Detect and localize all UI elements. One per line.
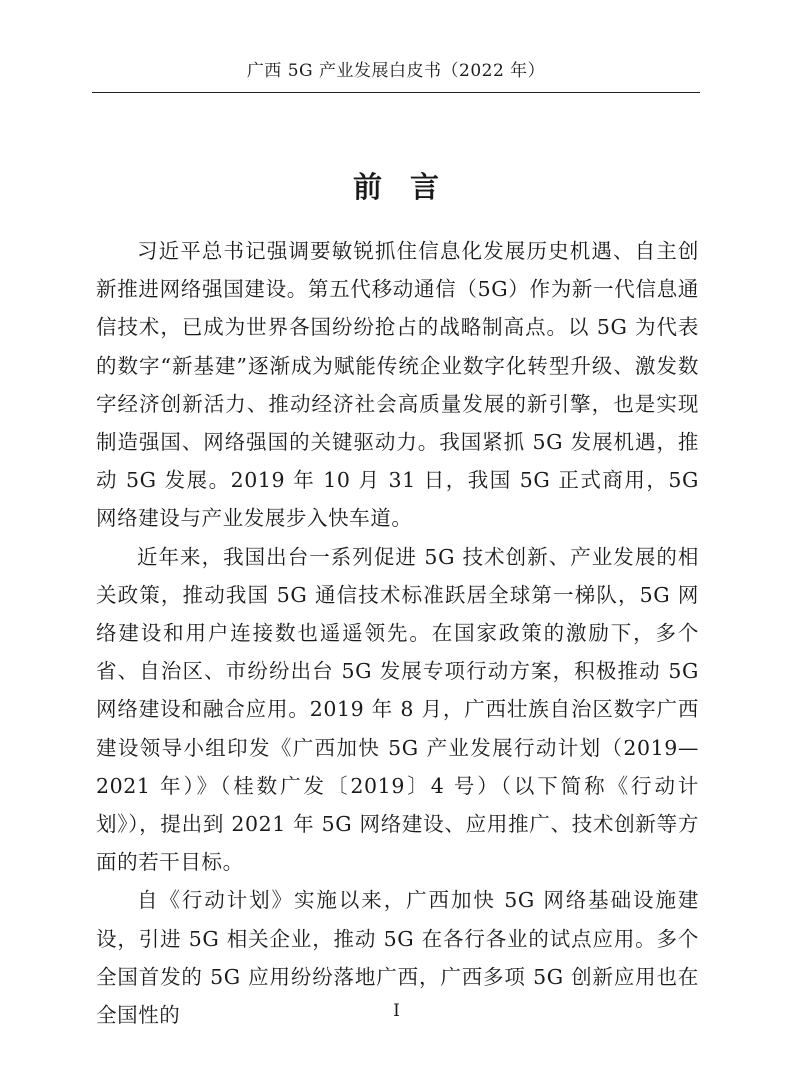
section-title: 前言 bbox=[352, 170, 467, 205]
paragraph-2: 近年来，我国出台一系列促进 5G 技术创新、产业发展的相关政策，推动我国 5G 通信技术标准跃居全球第一梯队，5G 网络建设和用户连接数也遥遥领先。在国家政策的激励下，多个省、自治区、市纷纷出台 5G 发展专项行动方案，积极推动 5G 网络建设和融合应用。2019 年 8 月，广西壮族自治区数字广西建设领导小组印发《广西加快 5G 产业发展行动计划（2019—2021 年）》（桂数广发〔2019〕4 号）（以下简称《行动计划》），提出到 2021 年 5G 网络建设、应用推广、技术创新等方面的若干目标。 bbox=[96, 544, 699, 875]
header-divider bbox=[92, 92, 700, 93]
body-text bbox=[96, 232, 699, 1034]
page-number: I bbox=[393, 1001, 400, 1021]
paragraph-1: 习近平总书记强调要敏锐抓住信息化发展历史机遇、自主创新推进网络强国建设。第五代移动通信（5G）作为新一代信息通信技术，已成为世界各国纷纷抢占的战略制高点。以 5G 为代表的数字“新基建”逐渐成为赋能传统企业数字化转型升级、激发数字经济创新活力、推动经济社会高质量发展的新引擎，也是实现制造强国、网络强国的关键驱动力。我国紧抓 5G 发展机遇，推动 5G 发展。2019 年 10 月 31 日，我国 5G 正式商用，5G 网络建设与产业发展步入快车道。 bbox=[96, 239, 699, 531]
running-header: 广西 5G 产业发展白皮书（2022 年） bbox=[246, 61, 546, 81]
paragraph-3: 自《行动计划》实施以来，广西加快 5G 网络基础设施建设，引进 5G 相关企业，推动 5G 在各行各业的试点应用。多个全国首发的 5G 应用纷纷落地广西，广西多项 5G 创新应用也在全国性的 bbox=[96, 888, 699, 1028]
